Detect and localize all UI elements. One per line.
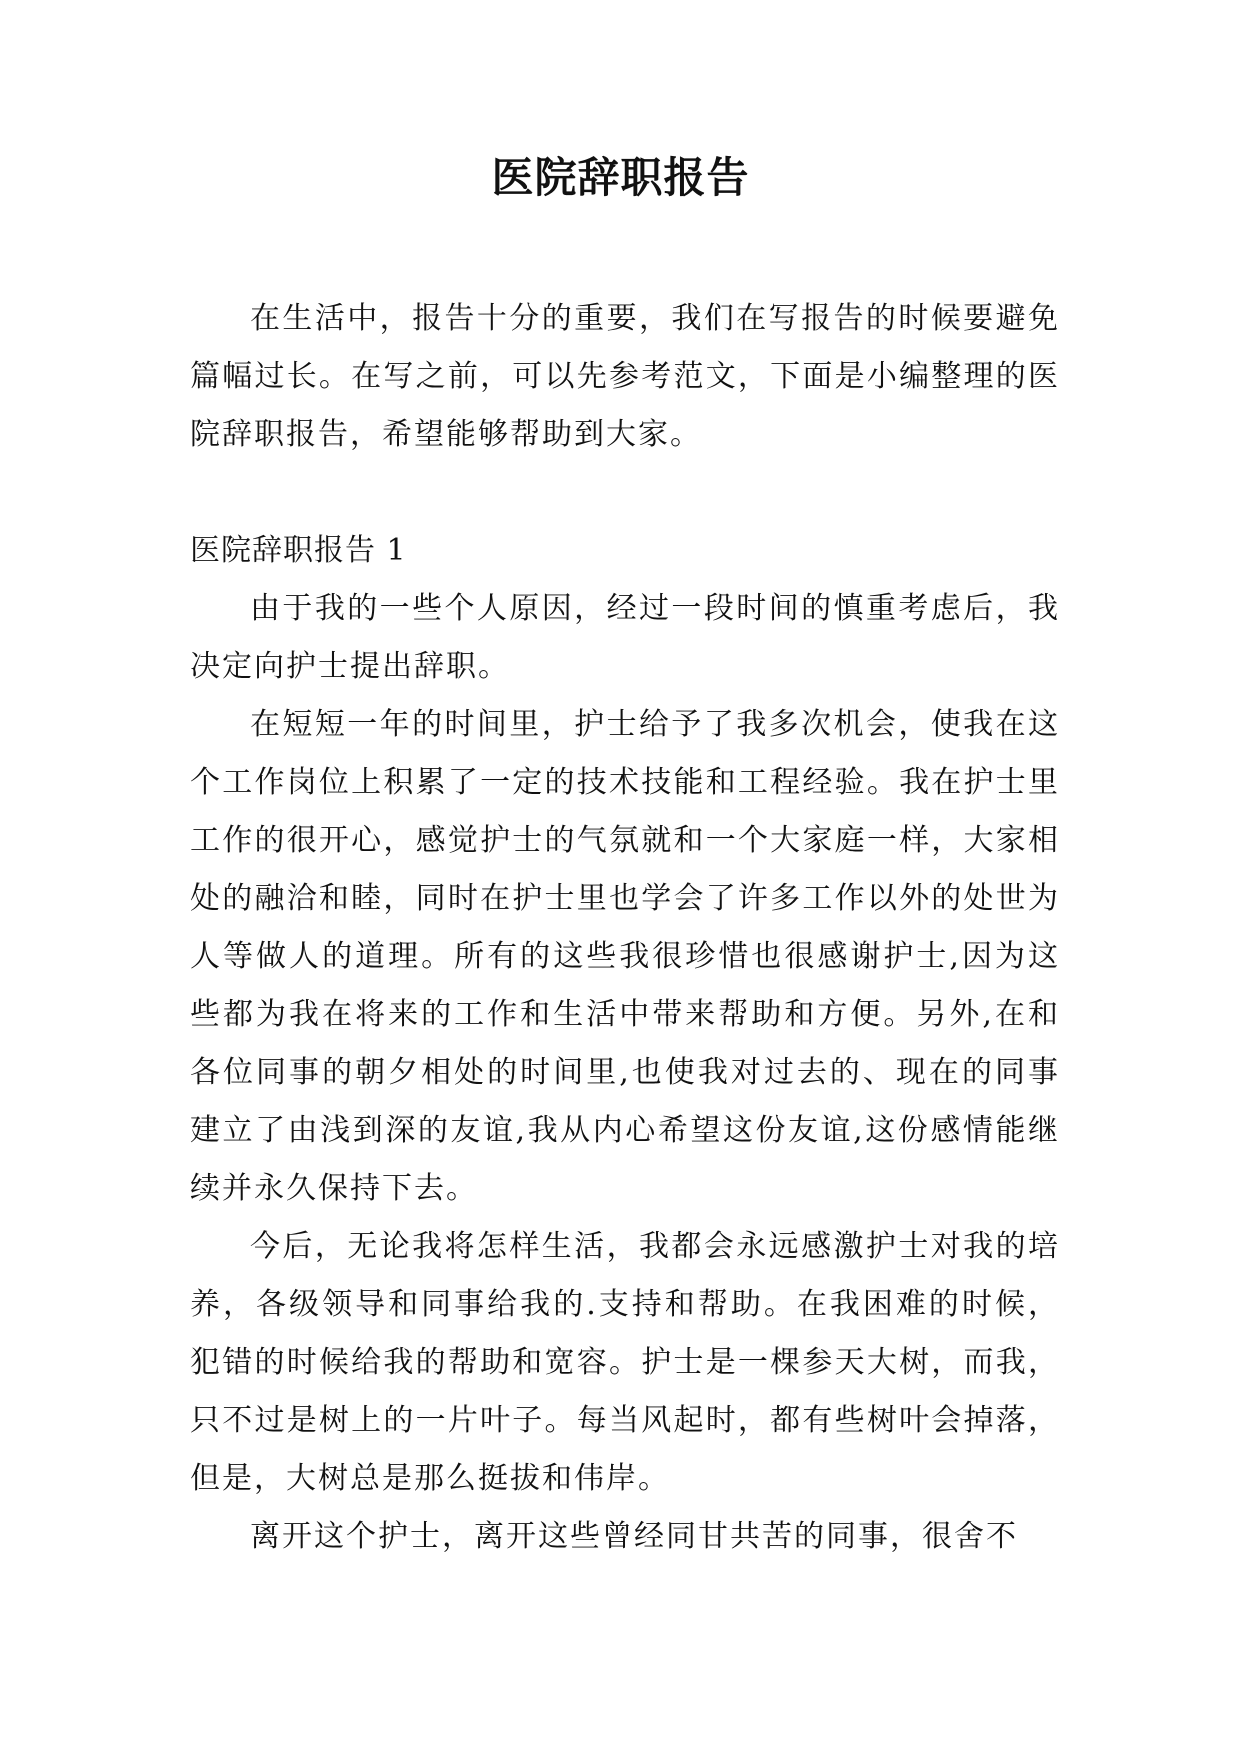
body-paragraph: 今后，无论我将怎样生活，我都会永远感激护士对我的培养，各级领导和同事给我的.支持和帮助。在我困难的时候，犯错的时候给我的帮助和宽容。护士是一棵参天大树，而我，只不过是树上的一片叶子。每当风起时，都有些树叶会掉落，但是，大树总是那么挺拔和伟岸。	[190, 1229, 1060, 1496]
intro-paragraph: 在生活中，报告十分的重要，我们在写报告的时候要避免篇幅过长。在写之前，可以先参考范文，下面是小编整理的医院辞职报告，希望能够帮助到大家。	[190, 301, 1060, 452]
document-body	[190, 290, 1060, 1566]
section-heading: 医院辞职报告 1	[190, 533, 407, 568]
body-paragraph: 由于我的一些个人原因，经过一段时间的慎重考虑后，我决定向护士提出辞职。	[190, 591, 1060, 684]
body-paragraph: 在短短一年的时间里，护士给予了我多次机会，使我在这个工作岗位上积累了一定的技术技能和工程经验。我在护士里工作的很开心，感觉护士的气氛就和一个大家庭一样，大家相处的融洽和睦，同时在护士里也学会了许多工作以外的处世为人等做人的道理。所有的这些我很珍惜也很感谢护士,因为这些都为我在将来的工作和生活中带来帮助和方便。另外,在和各位同事的朝夕相处的时间里,也使我对过去的、现在的同事建立了由浅到深的友谊,我从内心希望这份友谊,这份感情能继续并永久保持下去。	[190, 707, 1060, 1206]
body-paragraph: 离开这个护士，离开这些曾经同甘共苦的同事，很舍不	[250, 1519, 1018, 1554]
document-title: 医院辞职报告	[491, 153, 750, 202]
